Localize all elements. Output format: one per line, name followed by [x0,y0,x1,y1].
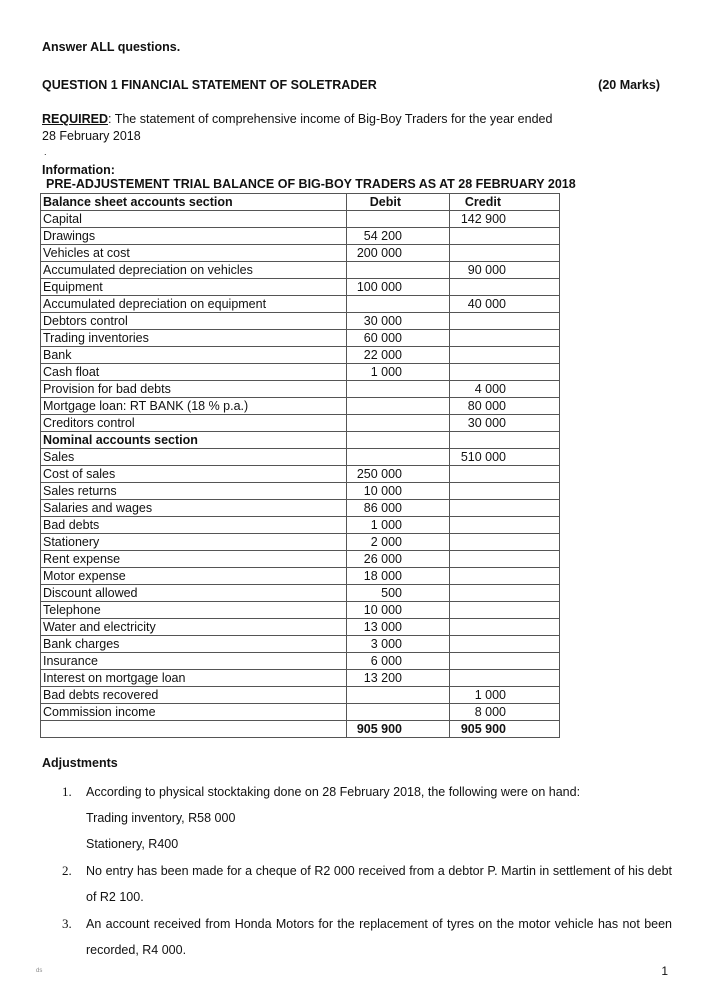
credit-cell [450,534,560,551]
adjustment-number: 3. [62,916,72,931]
debit-cell: 22 000 [347,347,450,364]
debit-cell: 26 000 [347,551,450,568]
credit-cell [450,347,560,364]
account-cell: Trading inventories [41,330,347,347]
account-cell: Debtors control [41,313,347,330]
debit-cell: 100 000 [347,279,450,296]
stray-bullet: . [44,147,47,157]
table-row [41,296,560,313]
debit-cell: 1 000 [347,517,450,534]
table-row [41,602,560,619]
account-cell: Commission income [41,704,347,721]
instruction-text: Answer ALL questions. [42,40,181,54]
debit-cell [347,432,450,449]
debit-cell: 500 [347,585,450,602]
required-text-line2: 28 February 2018 [42,129,141,143]
table-row [41,687,560,704]
debit-cell: 13 000 [347,619,450,636]
table-row [41,398,560,415]
account-cell: Sales [41,449,347,466]
credit-cell: 40 000 [450,296,560,313]
account-cell: Drawings [41,228,347,245]
debit-cell [347,398,450,415]
table-row [41,381,560,398]
debit-cell: 1 000 [347,364,450,381]
debit-cell [347,381,450,398]
table-row [41,347,560,364]
debit-cell [347,415,450,432]
credit-cell [450,602,560,619]
debit-cell: 2 000 [347,534,450,551]
account-cell: Cash float [41,364,347,381]
debit-cell: 60 000 [347,330,450,347]
table-row [41,653,560,670]
credit-cell [450,636,560,653]
account-cell: Interest on mortgage loan [41,670,347,687]
table-row [41,415,560,432]
table-row [41,483,560,500]
table-row [41,517,560,534]
account-cell: Rent expense [41,551,347,568]
required-text-line1: : The statement of comprehensive income of Big-Boy Traders for the year ended [107,112,553,126]
credit-cell [450,653,560,670]
credit-cell: 90 000 [450,262,560,279]
account-cell: Telephone [41,602,347,619]
column-header-debit: Debit [347,194,450,211]
table-row [41,568,560,585]
required-statement [42,111,602,145]
credit-cell: 510 000 [450,449,560,466]
account-cell: Mortgage loan: RT BANK (18 % p.a.) [41,398,347,415]
page-number: 1 [661,964,668,978]
adjustment-item [62,779,672,805]
account-cell: Accumulated depreciation on vehicles [41,262,347,279]
table-row [41,449,560,466]
table-row [41,313,560,330]
account-cell: Cost of sales [41,466,347,483]
table-row [41,704,560,721]
required-label: REQUIRED [42,112,108,126]
totals-label-cell [41,721,347,738]
table-row [41,279,560,296]
account-cell: Equipment [41,279,347,296]
account-cell: Nominal accounts section [41,432,347,449]
question-marks: (20 Marks) [598,78,660,92]
table-row [41,466,560,483]
debit-cell [347,704,450,721]
table-row [41,364,560,381]
credit-cell: 30 000 [450,415,560,432]
adjustment-text: An account received from Honda Motors for the replacement of tyres on the motor vehicle has not been recorded, R4 000. [86,917,672,957]
credit-cell: 4 000 [450,381,560,398]
debit-cell [347,687,450,704]
footer-mark: ds [36,968,43,974]
adjustment-detail: Stationery, R400 [86,837,179,851]
account-cell: Accumulated depreciation on equipment [41,296,347,313]
credit-cell: 1 000 [450,687,560,704]
debit-cell: 54 200 [347,228,450,245]
question-title: QUESTION 1 FINANCIAL STATEMENT OF SOLETRADER [42,78,377,92]
adjustment-item [62,911,672,963]
credit-cell [450,619,560,636]
account-cell: Provision for bad debts [41,381,347,398]
account-cell: Bad debts recovered [41,687,347,704]
adjustment-number: 2. [62,863,72,878]
credit-cell [450,500,560,517]
credit-cell [450,432,560,449]
credit-cell [450,585,560,602]
debit-cell: 6 000 [347,653,450,670]
account-cell: Insurance [41,653,347,670]
column-header-account: Balance sheet accounts section [41,194,347,211]
table-row [41,500,560,517]
account-cell: Stationery [41,534,347,551]
account-cell: Creditors control [41,415,347,432]
table-row [41,534,560,551]
table-row [41,585,560,602]
column-header-credit: Credit [450,194,560,211]
debit-cell: 10 000 [347,483,450,500]
credit-cell: 142 900 [450,211,560,228]
adjustment-text: No entry has been made for a cheque of R2 000 received from a debtor P. Martin in settlement of his debt of R2 100. [86,864,672,904]
adjustment-detail: Trading inventory, R58 000 [86,811,236,825]
debit-cell: 18 000 [347,568,450,585]
table-row [41,245,560,262]
table-row [41,619,560,636]
table-section-row [41,432,560,449]
credit-cell [450,483,560,500]
debit-cell: 10 000 [347,602,450,619]
information-label: Information: [42,163,115,177]
adjustment-number: 1. [62,784,72,799]
credit-cell [450,670,560,687]
credit-cell [450,279,560,296]
table-row [41,330,560,347]
table-row [41,636,560,653]
adjustments-label: Adjustments [42,756,118,770]
debit-cell: 250 000 [347,466,450,483]
credit-cell [450,364,560,381]
table-row [41,228,560,245]
table-row [41,262,560,279]
adjustment-item [62,858,672,910]
table-header-row [41,194,560,211]
debit-cell [347,449,450,466]
debit-cell [347,211,450,228]
debit-cell: 86 000 [347,500,450,517]
debit-cell [347,262,450,279]
credit-cell [450,551,560,568]
account-cell: Capital [41,211,347,228]
debit-cell [347,296,450,313]
account-cell: Water and electricity [41,619,347,636]
account-cell: Bad debts [41,517,347,534]
table-row [41,551,560,568]
credit-cell [450,568,560,585]
debit-cell: 30 000 [347,313,450,330]
account-cell: Motor expense [41,568,347,585]
credit-cell [450,517,560,534]
account-cell: Bank [41,347,347,364]
credit-cell: 8 000 [450,704,560,721]
debit-cell: 3 000 [347,636,450,653]
credit-total-cell: 905 900 [450,721,560,738]
credit-cell [450,330,560,347]
account-cell: Vehicles at cost [41,245,347,262]
table-row [41,211,560,228]
debit-cell: 13 200 [347,670,450,687]
credit-cell [450,313,560,330]
credit-cell [450,245,560,262]
account-cell: Salaries and wages [41,500,347,517]
trial-balance-title: PRE-ADJUSTEMENT TRIAL BALANCE OF BIG-BOY TRADERS AS AT 28 FEBRUARY 2018 [46,177,576,191]
debit-cell: 200 000 [347,245,450,262]
credit-cell [450,466,560,483]
credit-cell: 80 000 [450,398,560,415]
account-cell: Bank charges [41,636,347,653]
debit-total-cell: 905 900 [347,721,450,738]
table-totals-row [41,721,560,738]
credit-cell [450,228,560,245]
trial-balance-table [40,193,560,738]
account-cell: Discount allowed [41,585,347,602]
account-cell: Sales returns [41,483,347,500]
adjustment-text: According to physical stocktaking done on 28 February 2018, the following were on hand: [86,785,581,799]
table-row [41,670,560,687]
